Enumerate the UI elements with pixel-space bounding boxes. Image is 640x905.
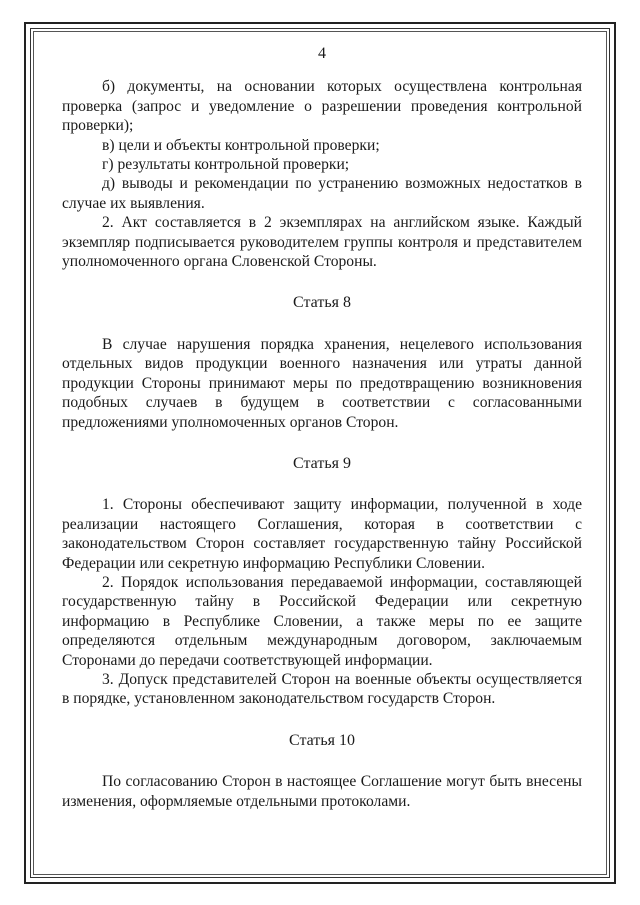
article-9-paragraph-1: 1. Стороны обеспечивают защиту информации, полученной в ходе реализации настоящего Соглашения, которая в соответствии с законодательством Сторон составляет государственную тайну Российской Федерации или секретную информацию Республики Словении. (62, 496, 582, 572)
paragraph-item-g: г) результаты контрольной проверки; (102, 156, 350, 174)
article-9-paragraph-2: 2. Порядок использования передаваемой информации, составляющей государственную тайну в Российской Федерации или секретную информацию в Республике Словении, а также меры по ее защите определяются отдельным международным договором, заключаемым Сторонами до передачи соответствующей информации. (62, 573, 582, 669)
article-9-heading: Статья 9 (293, 454, 351, 472)
document-body (62, 44, 582, 811)
paragraph-item-d: д) выводы и рекомендации по устранению возможных недостатков в случае их выявления. (62, 175, 582, 212)
paragraph-act-copies: 2. Акт составляется в 2 экземплярах на английском языке. Каждый экземпляр подписывается руководителем группы контроля и представителем уполномоченного органа Словенской Стороны. (62, 214, 582, 271)
article-9-paragraph-3: 3. Допуск представителей Сторон на военные объекты осуществляется в порядке, установленном законодательством государств Сторон. (62, 670, 582, 708)
article-10-heading: Статья 10 (289, 731, 355, 749)
paragraph-item-b: б) документы, на основании которых осуществлена контрольная проверка (запрос и уведомление о разрешении проведения контрольной проверки); (62, 78, 582, 135)
article-10-paragraph: По согласованию Сторон в настоящее Соглашение могут быть внесены изменения, оформляемые отдельными протоколами. (62, 773, 582, 810)
paragraph-item-v: в) цели и объекты контрольной проверки; (102, 136, 380, 154)
page-number: 4 (318, 45, 326, 62)
article-8-heading: Статья 8 (293, 294, 351, 312)
article-8-paragraph: В случае нарушения порядка хранения, нецелевого использования отдельных видов продукции военного назначения или утраты данной продукции Стороны принимают меры по предотвращению возникновения подобных случаев в будущем в соответствии с согласованными предложениями уполномоченных органов Сторон. (62, 335, 582, 431)
